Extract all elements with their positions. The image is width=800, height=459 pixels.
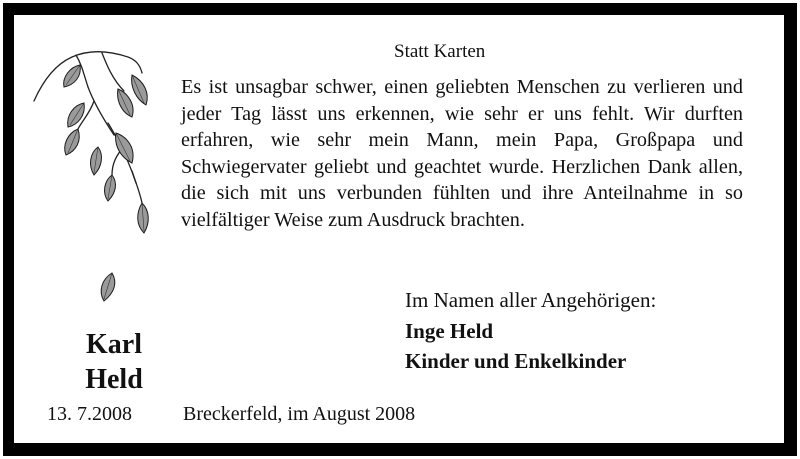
birch-branch-icon [32,43,154,305]
deceased-first-name: Karl [86,329,142,360]
signatory-family: Kinder und Enkelkinder [405,349,627,373]
signoff-block [405,285,656,377]
notice-body: Es ist unsagbar schwer, einen geliebten Menschen zu verlieren und jeder Tag lässt uns erkennen, wie sehr er uns fehlt. Wir durften erfahren, wie sehr mein Mann, mein Papa, Großpapa und Schwiegervater geliebt und geachtet wurde. Herzlichen Dank allen, die sich mit uns verbunden fühlten und ihre Anteilnahme in so vielfältiger Weise zum Ausdruck brachten. [181,76,743,231]
signatory-spouse: Inge Held [405,318,494,343]
obituary-card [3,3,797,456]
notice-header: Statt Karten [394,41,486,62]
deceased-last-name: Held [85,364,143,395]
signoff-intro: Im Namen aller Angehörigen: [405,288,657,312]
place-and-date: Breckerfeld, im August 2008 [183,403,416,425]
death-date: 13. 7.2008 [47,403,132,425]
obituary-content [14,15,784,443]
